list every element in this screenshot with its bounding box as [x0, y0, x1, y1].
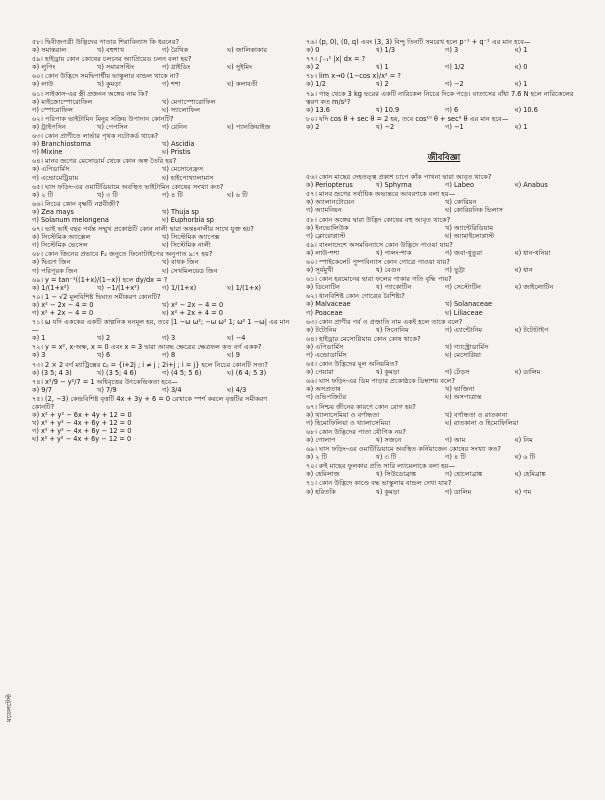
option: গ) রেনিন [162, 122, 188, 131]
options [32, 233, 290, 249]
option: খ) Solanaceae [445, 300, 493, 309]
option: খ) মেসোনেফ্রস [162, 165, 204, 174]
question [306, 241, 582, 257]
option: ঘ) Anabus [514, 181, 548, 190]
margin-note: মডেলটেস্ট [5, 694, 13, 722]
option: গ) −2 [445, 80, 464, 89]
option: খ) সিস্টেমিক অ্যাপেক্স [162, 233, 220, 242]
options [306, 300, 582, 316]
options [306, 224, 582, 240]
option: ঘ) সেখমিলয়েড জিন [162, 266, 218, 275]
option: খ) Sphyrna [375, 181, 412, 190]
option: ক) থ্যালাসেমিয়া ও বর্ণান্ধতা [306, 410, 380, 419]
question [32, 115, 290, 131]
option: খ) (3 5; 4 6) [97, 368, 137, 377]
option: খ) −1/(1+x²) [97, 283, 140, 292]
question [306, 445, 582, 461]
option: খ) সজনে [375, 435, 402, 444]
question [32, 132, 290, 156]
option: গ) সেস্টোটিন [445, 283, 481, 292]
option: গ) 3 [162, 334, 176, 343]
option: গ) ডালিম [445, 487, 472, 496]
options [306, 181, 582, 189]
options [306, 283, 582, 291]
question-text: ৭২। y = x², x-অক্ষ, x = 0 এবং x = 3 দ্বারা আবদ্ধ ক্ষেত্রের ক্ষেত্রফল কত বর্গ একক? [32, 343, 262, 352]
option: গ) শশা [162, 80, 181, 89]
question-text: ৬৬। ঘাস ফড়িং-এর ডিম পাড়ার প্রকোষ্ঠকে ডিম্বাশয় বলে? [306, 377, 455, 386]
option: খ) সিউডোব্রাঙ্ক [375, 470, 417, 479]
options [32, 98, 290, 114]
option: গ) 1/(1+x) [162, 283, 197, 292]
option: ক) Zea mays [32, 207, 74, 216]
option: গ) হিমোফিলিয়া ও থ্যালাসেমিয়া [306, 418, 391, 427]
option: ঘ) (6 4; 5 3) [227, 368, 267, 377]
options [32, 386, 290, 394]
question [32, 72, 290, 88]
option: ঘ) সুইমিং [227, 63, 252, 72]
option: ঘ) জালিকাকার [227, 46, 268, 55]
question-text: ৬২। পরিপাক ভাইটামিন মিনুর সক্রিয় উপাদান কোনটি? [32, 114, 174, 123]
question-text: ৬০। কোন উদ্ভিদে সমদ্বিপার্শ্বীয় ভাস্কুলার বান্ডল থাকে না? [32, 72, 180, 81]
option: খ) কুমড়া [375, 368, 400, 377]
question [306, 275, 582, 291]
option: গ) Solanum melongena [32, 215, 109, 224]
question-text: ৭৯। গাছ থেকে 3 kg ভরের একটি নারিকেল নিচের দিকে পড়ে। বাতাসের বাঁধা 7.6 N হলে নারিকেলের ত্বরণ কত m/s²? [306, 89, 574, 106]
options [306, 453, 582, 461]
question-text: ৭৩। 2 × 2 বর্গ ম্যাট্রিক্সের cᵢⱼ = {i+2j ; i ≠ j ; 2i+j ; i = j} হলে নিচের কোনটি সত্য? [32, 360, 268, 369]
option: গ) ঢেঁড়স [445, 368, 470, 377]
option: ক) ডিনোটিন [306, 283, 340, 292]
option: ঘ) হাইপোথ্যালামাস [162, 173, 214, 182]
question [306, 190, 582, 214]
option: ক) x² + y² − 6x + 4y + 12 = 0 [32, 411, 132, 420]
question-text: ৬৫। ঘাস ফড়িং-এর ওমাটিডিয়ামে অবস্থিত ভাইটামিন কোষের সংখ্যা কত? [32, 182, 224, 191]
option: গ) Labeo [445, 181, 474, 190]
question-text: ৬৮। কোন উদ্ভিদের পাতা যৌগিক নয়? [306, 427, 406, 436]
question-text: ৭৫। (2, −3) কেন্দ্রবিশিষ্ট বৃত্তটি 4x + 3y + 6 = 0 রেখাকে স্পর্শ করলে বৃত্তটির সমীকরণ কোনটি? [32, 394, 268, 412]
option: ঘ) x² + 2x + 4 = 0 [162, 309, 223, 317]
options [32, 80, 290, 88]
question [32, 250, 290, 274]
option: ঘ) স্যালোফিল [162, 105, 201, 114]
option: ক) 1/2 [306, 80, 326, 89]
question [306, 360, 582, 376]
option: গ) পরিপূরক জিন [32, 266, 78, 275]
option: ক) লুপিং [32, 63, 56, 72]
option: গ) গ্লাইডিং [162, 63, 191, 72]
option: ক) গোলাপ [306, 435, 336, 444]
option: ঘ) Euphorbia sp [162, 215, 214, 224]
question-text: ৬৪। মানব ভ্রূণের মেসোডার্ম থেকে কোন অঙ্গ তৈরি হয়? [32, 157, 177, 166]
option: ঘ) 1 [514, 46, 528, 55]
option: ঘ) গম [514, 487, 532, 496]
option: ক) 0 [306, 46, 320, 55]
option: গ) এন্ডোডার্মিস [306, 351, 347, 359]
option: ক) 2 [306, 122, 320, 131]
question [32, 293, 290, 317]
option: গ) ৪ টি [445, 453, 466, 462]
option: ক) (3 5; 4 3) [32, 368, 72, 377]
option: খ) বহুশাখ [97, 46, 125, 55]
question [32, 318, 290, 342]
option: ঘ) জাইলোটিন [514, 283, 554, 292]
question [306, 377, 582, 401]
option: ক) লাউ [32, 80, 54, 89]
option: খ) বর্ণান্ধতা ও রাতকানা [445, 410, 508, 419]
question [32, 38, 290, 54]
option: গ) 3 [445, 46, 459, 55]
options [32, 258, 290, 274]
question-text: ৬১। কোন হরমোনের দ্বারা ফলের পাকার গতি বৃদ্ধি পায়? [306, 275, 452, 284]
option: খ) পালং-শাক [375, 248, 412, 257]
section-title: জীববিজ্ঞা [427, 153, 461, 164]
question-text: ৭৮। lim x→0 (1−cos x)/x² = ? [306, 72, 401, 81]
option: ঘ) Liliaceae [445, 308, 483, 317]
option: ক) সূর্যমুখী [306, 266, 334, 275]
question [306, 72, 582, 88]
options [32, 191, 290, 199]
question [306, 403, 582, 427]
option: খ) 10.9 [375, 105, 400, 114]
option: খ) 6 [97, 351, 111, 360]
option: ঘ) 9 [227, 351, 240, 360]
option: ঘ) কোরিয়নিক ভিলাস [445, 206, 503, 215]
option: ক) Branchiostoma [32, 140, 91, 149]
option: ক) 1 [32, 334, 46, 343]
options [306, 343, 582, 359]
option: ঘ) মেসোগ্লিয়া [445, 351, 481, 359]
option: ঘ) প্যানক্রিয়াইজ [227, 122, 271, 131]
question-text: ৬৯। y = tan⁻¹((1+x)/(1−x)) হলে dy/dx = ? [32, 275, 168, 284]
math-questions [306, 38, 582, 131]
question [306, 462, 582, 478]
question [306, 292, 582, 316]
option: ঘ) ডালিম [514, 368, 541, 377]
option: ক) 3 [32, 351, 46, 360]
option: গ) স্পোরোফিল [32, 105, 73, 114]
options [32, 46, 290, 54]
option: গ) 3/4 [162, 385, 182, 394]
question-text: ৬৫। কোন উদ্ভিদের মূল অনিয়মিত? [306, 360, 399, 369]
question-text: ৬২। ধানবিশিষ্ট কোন গোত্রের বৈশিষ্ট্য? [306, 292, 405, 301]
options [32, 369, 290, 377]
option: ক) ২ টি [32, 190, 54, 199]
option: খ) Ascidia [162, 140, 195, 149]
question-text: ৮০। যদি cos θ + sec θ = 2 হয়, তবে cos¹⁰ θ + sec⁹ θ এর মান হবে— [306, 114, 509, 123]
options [306, 470, 582, 478]
question [306, 479, 582, 495]
option: খ) Thuja sp [162, 207, 199, 216]
option: গ) এ্যান্টোনিম [445, 325, 483, 334]
question [306, 258, 582, 274]
options [306, 80, 582, 88]
option: ঘ) ৬ টি [227, 190, 248, 199]
options [306, 368, 582, 376]
question [32, 183, 290, 199]
question-text: ৬৩। কোন প্রাণীতে লার্ভার পৃথক নটোকর্ড থাকে? [32, 132, 159, 141]
options [306, 249, 582, 257]
option: ঘ) ৬ টি [514, 453, 536, 462]
question-text: ৭০। রুই মাছের ফুলকার প্রতি সারি ল্যামেলাকে বলা হয়— [306, 462, 456, 471]
question-text: ৭০। 1 − √2 মূলবিশিষ্ট দ্বিঘাত সমীকরণ কোনটি? [32, 292, 161, 301]
option: খ) সিনোনিম [375, 325, 409, 334]
options [32, 411, 290, 443]
question-text: ৬৭। ভাই ভাই বছর পর্যন্ত সম্মুখ প্রকোষ্ঠটি কোন নালী দ্বারা অন্তঃনালীর সাথে যুক্ত হয়? [32, 225, 254, 234]
question [32, 361, 290, 377]
options [32, 351, 290, 359]
option: খ) ৩ টি [97, 190, 118, 199]
option: ঘ) 1 [514, 122, 528, 131]
options [306, 266, 582, 274]
options [306, 436, 582, 444]
question-text: ৭৬। (p, 0), (0, q) এবং (3, 3) বিন্দু তিনটি সমরেখ হলে p⁻¹ + q⁻¹ এর মান হবে— [306, 38, 531, 46]
question [306, 318, 582, 334]
question [32, 157, 290, 181]
option: খ) ৩ টি [375, 453, 397, 462]
options [306, 385, 582, 401]
option: খ) 2 [375, 80, 389, 89]
option: ঘ) হেমিব্রাঙ্ক [514, 470, 546, 479]
question-text: ৬৬। নিচের কোন বৃক্ষটি নগ্নবীজী? [32, 199, 120, 208]
option: গ) x² + 2x − 4 = 0 [32, 309, 94, 317]
option: ক) অ্যালানটোয়েন [306, 198, 355, 207]
option: খ) 2 [97, 334, 111, 343]
options [32, 123, 290, 131]
option: গ) 1/2 [445, 63, 465, 72]
option: ক) ট্রাইপসিন [32, 122, 66, 131]
option: ক) অসপ্রতাষ [306, 385, 341, 394]
option: ঘ) অসপাত্রান্ত [445, 393, 482, 402]
option: গ) এন্ডোমেট্রিয়াম [32, 173, 79, 182]
option: গ) জবা-ধুতুরা [445, 248, 483, 257]
question [306, 173, 582, 189]
option: গ) 8 [162, 351, 176, 360]
option: খ) বাধক জিন [162, 258, 199, 267]
option: ঘ) রাতকানা ও হিমোফিলিয়া [445, 418, 519, 427]
option: খ) মেগাস্পোরোফিল [162, 97, 216, 106]
option: ঘ) 1 [514, 80, 528, 89]
option: ক) ২ টি [306, 453, 328, 462]
question-text: ৫৬। কোন মাছের দেহতত্ত্ব প্রকাশ চাপে কাঁক পাখনা দ্বারা আবৃত থাকে? [306, 173, 492, 182]
question [32, 276, 290, 292]
option: ঘ) 0 [514, 63, 528, 72]
option: খ) কুমড়া [375, 487, 400, 496]
question [306, 216, 582, 240]
option: ক) Periopterus [306, 181, 353, 190]
option: গ) আম [445, 435, 466, 444]
option: ঘ) x² + y² − 4x + 6y − 12 = 0 [32, 435, 132, 444]
option: ক) x² − 2x − 4 = 0 [32, 300, 94, 309]
question [32, 55, 290, 71]
options [306, 46, 582, 54]
option: খ) বেগুন [375, 266, 401, 275]
option: খ) গ্যাস্ট্রোডার্মিস [445, 342, 489, 351]
question-text: ৭১। কোন উদ্ভিদে কাণ্ডে বদ্ধ ভাস্কুলার বান্ডল দেখা যায়? [306, 479, 452, 488]
option: ক) এপিডার্মিস [306, 342, 344, 351]
option: গ) x² + y² − 4x + 6y − 12 = 0 [32, 427, 132, 436]
option: ক) দ্বিগুণ জিন [32, 258, 71, 267]
option: গ) Poaceae [306, 308, 343, 317]
option: ক) 13.6 [306, 105, 330, 114]
question [32, 343, 290, 359]
option: খ) ভাজিনা [445, 385, 475, 394]
options [306, 63, 582, 71]
option: ঘ) 1/(1+x) [227, 283, 261, 292]
options [32, 301, 290, 317]
option: খ) কোরিয়ন [445, 198, 477, 207]
right-column [306, 38, 582, 497]
option: ক) হরিতকি [306, 487, 336, 496]
options [306, 411, 582, 427]
option: খ) 7/9 [97, 385, 117, 394]
option: খ) 1 [375, 63, 389, 72]
question-text: ৭৪। x²/9 − y²/7 = 1 অধিবৃত্তের উৎকেন্দ্রিকতা হবে— [32, 377, 178, 386]
options [32, 208, 290, 224]
option: খ) পেপসিন [97, 122, 128, 131]
question-text: ৬৩। কোন প্রাণীর পর্ব ও প্রজাতি নাম একই হলে তাকে বলে? [306, 317, 463, 326]
question [32, 225, 290, 249]
option: ঘ) Pristis [162, 148, 191, 157]
options [32, 63, 290, 71]
question-text: ৬৭। নিশ্চয় জীনের কারণে কোন রোগ হয়? [306, 402, 416, 411]
question [306, 335, 582, 359]
option: ঘ) 10.6 [514, 105, 538, 114]
options [306, 106, 582, 114]
option: ঘ) 4/3 [227, 385, 247, 394]
question [32, 90, 290, 114]
options [32, 334, 290, 342]
question-text: ৬১। সাইকাস-এর স্ত্রী প্রজনন অঙ্গের নাম কি? [32, 89, 149, 98]
option: ঘ) কলাবতী [227, 80, 258, 89]
question-text: ৭৭। ∫₋₁¹ |x| dx = ? [306, 55, 366, 64]
options [306, 488, 582, 496]
options [32, 140, 290, 156]
question-text: ৫৭। মানব ভ্রূণের সর্বাধিক অভ্যন্তরে আবরণকে বলা হয়— [306, 190, 456, 199]
option: গ) ভুট্টা [445, 266, 465, 275]
option: ঘ) টটোটাইপ [514, 325, 549, 334]
question-text: ৫৮। কোন অঙ্গের দ্বারা উদ্ভিদ কোষের বহু আবৃত থাকে? [306, 215, 451, 224]
question-text: ৬৯। ঘাস ফড়িং-এর ওমাটিডিয়ামে অবস্থিত কর্নিয়াজেন কোষের সংখ্যা কত? [306, 445, 501, 454]
question [306, 90, 582, 114]
question-text: ৫৯। হাইড্রায় কোন কোষের চলনের অ্যাপ্রিয়েড চলন বলা হয়? [32, 55, 192, 64]
option: ক) এপিডার্মিস [32, 165, 70, 174]
option: ক) হেমিলাজ [306, 470, 340, 479]
option: গ) রৈখিক [162, 46, 189, 55]
option: খ) x² + y² − 4x + 6y + 12 = 0 [32, 419, 132, 428]
option: ক) লাউ-শশা [306, 248, 340, 257]
question [306, 428, 582, 444]
option: গ) হোলোব্রাঙ্ক [445, 470, 483, 479]
option: গ) Mixine [32, 148, 63, 157]
option: ক) 2 [306, 63, 320, 72]
option: খ) প্যাকোটিন [375, 283, 412, 292]
options [32, 165, 290, 181]
option: ঘ) নিম [514, 435, 533, 444]
option: ক) 1/(1+x²) [32, 283, 70, 292]
question [306, 38, 582, 54]
option: গ) সিস্টেমিক ভেসেল [32, 241, 88, 250]
question [306, 115, 582, 131]
option: ঘ) ধান-ধনিয়া [514, 248, 551, 257]
biology-questions [306, 173, 582, 496]
option: গ) অ্যামনিয়ন [306, 206, 342, 215]
options [32, 284, 290, 292]
option: গ) ৪ টি [162, 190, 183, 199]
option: ক) ইনভোলিউক [306, 223, 349, 232]
option: খ) অ্যান্টেরিডিয়াম [445, 223, 494, 232]
option: গ) −1 [445, 122, 464, 131]
options [306, 198, 582, 214]
option: ক) Malvaceae [306, 300, 351, 309]
option: গ) ওভিপজিটর [306, 393, 347, 402]
option: গ) ক্লোরোপ্লাস্ট [306, 231, 346, 240]
question-text: ৫৮। দ্বিবীজপত্রী উদ্ভিদের পাতার শিরাবিন্যাস কি ধরনের? [32, 38, 179, 46]
option: ঘ) সিস্টেমিক নালী [162, 241, 211, 250]
options [306, 326, 582, 334]
question [32, 378, 290, 394]
question-text: ৬০। স্পাইকেলেট পুষ্পবিন্যাস কোন গোত্রে পাওয়া যায়? [306, 257, 450, 266]
question [32, 395, 290, 444]
option: ক) পেয়ারা [306, 368, 334, 377]
question-text: ৬৮। কোন জিনের প্রভাবে F₂ জনুতে ফিনোটাইপের অনুপাত ৯:৭ হয়? [32, 250, 213, 259]
option: গ) (4 5; 5 6) [162, 368, 202, 377]
question [306, 55, 582, 71]
question-text: ৬৪। হাইড্রার মেসোগ্লিয়ায় কোন কোষ থাকে? [306, 334, 421, 343]
option: ঘ) অ্যামাইলোপ্লাস্ট [445, 231, 495, 240]
option: গ) 6 [445, 105, 459, 114]
option: ক) সমান্তরাল [32, 46, 67, 55]
option: খ) কুমড়া [97, 80, 121, 89]
option: ক) 9/7 [32, 385, 52, 394]
option: ঘ) −4 [227, 334, 246, 343]
option: ক) টটোনিম [306, 325, 337, 334]
option: ঘ) ধান [514, 266, 533, 275]
options [306, 123, 582, 131]
option: খ) x² − 2x − 4 = 0 [162, 300, 224, 309]
option: ক) সিস্টেমিক অ্যাক্সেল [32, 233, 91, 242]
question [32, 200, 290, 224]
question-text: ৫৯। বাংলাদেশে অসমবিন্যাসে কোন উদ্ভিদে পাওয়া যায়? [306, 240, 453, 249]
option: খ) সমারসল্টিং [97, 63, 135, 72]
option: খ) 1/3 [375, 46, 396, 55]
question-text: ৭১। ω যদি এককের একটি কাল্পনিক ঘনমূল হয়, তবে |1 −ω ω²; −ω ω² 1; ω² 1 −ω| এর মান— [32, 318, 290, 335]
left-column [32, 38, 290, 445]
option: খ) −2 [375, 122, 395, 131]
option: ক) মাইক্রোস্পোরোফিল [32, 97, 93, 106]
